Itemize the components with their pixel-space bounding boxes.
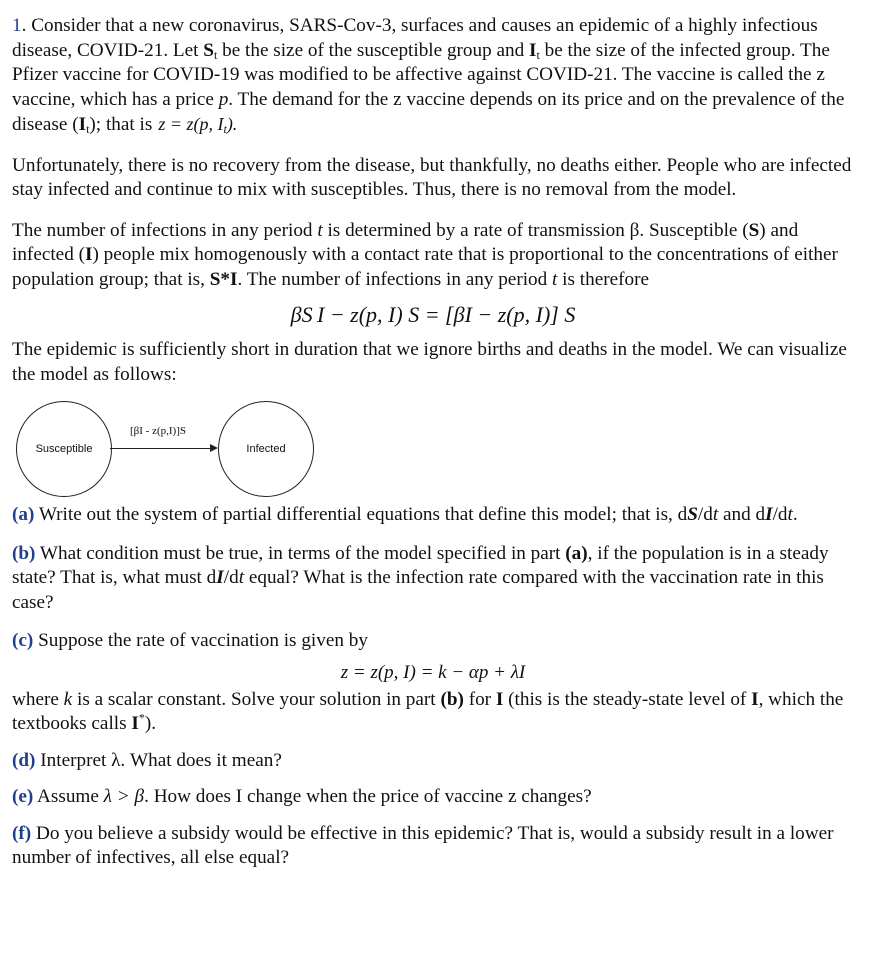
arrowhead-icon [210, 444, 218, 452]
paragraph-transmission: The number of infections in any period t is determined by a rate of transmission β. Susceptible (S) and infected (I) people mix homogenously with a contact rate that is proportional to the concentrations of either population group; that is, S*I. The number of infections in any period t is therefore [12, 219, 838, 290]
question-c-continued: where k is a scalar constant. Solve your solution in part (b) for I (this is the steady-state level of I, which the textbooks calls I*). [12, 688, 844, 734]
paragraph-visualize: The epidemic is sufficiently short in duration that we ignore births and deaths in the model. We can visualize the model as follows: [12, 339, 847, 385]
question-e: (e) Assume λ > β. How does I change when the price of vaccine z changes? [12, 786, 592, 807]
question-d: (d) Interpret λ. What does it mean? [12, 749, 282, 771]
vaccination-equation: z = z(p, I) = k − αp + λI [340, 661, 526, 683]
compartment-diagram [12, 391, 854, 501]
infection-equation: βS I − z(p, I) S = [βI − z(p, I)] S [290, 302, 576, 327]
transition-label: [βI - z(p,I)]S [130, 425, 186, 437]
question-b: (b) What condition must be true, in terms of the model specified in part (a), if the population is in a steady state? That is, what must dI/dt equal? What is the infection rate compared with the vaccination rate in this case? [12, 542, 829, 613]
susceptible-node: Susceptible [16, 401, 112, 497]
inline-demand-equation: z = z(p, $I_t$). [158, 114, 238, 136]
intro-paragraph: 1. Consider that a new coronavirus, SARS-Cov-3, surfaces and causes an epidemic of a highly infectious disease, COVID-21. Let $S_t$ be the size of the susceptible group and $I_t$ be the size of the infected group. The Pfizer vaccine for COVID-19 was modified to be affective against COVID-21. The vaccine is called the z vaccine, which has a price p. The demand for the z vaccine depends on its price and on the prevalence of the disease $(I_t)$; that is z = z(p, $I_t$). [12, 15, 845, 136]
question-number: 1 [12, 15, 22, 36]
question-c: (c) Suppose the rate of vaccination is given by [12, 630, 368, 651]
transition-arrow [110, 448, 216, 449]
question-f: (f) Do you believe a subsidy would be effective in this epidemic? That is, would a subsidy result in a lower number of infectives, all else equal? [12, 822, 834, 868]
question-a: (a) Write out the system of partial differential equations that define this model; that is, dS/dt and dI/dt. [12, 504, 798, 525]
paragraph-no-recovery: Unfortunately, there is no recovery from the disease, but thankfully, no deaths either. People who are infected stay infected and continue to mix with susceptibles. Thus, there is no removal from the model. [12, 154, 852, 200]
infected-node: Infected [218, 401, 314, 497]
